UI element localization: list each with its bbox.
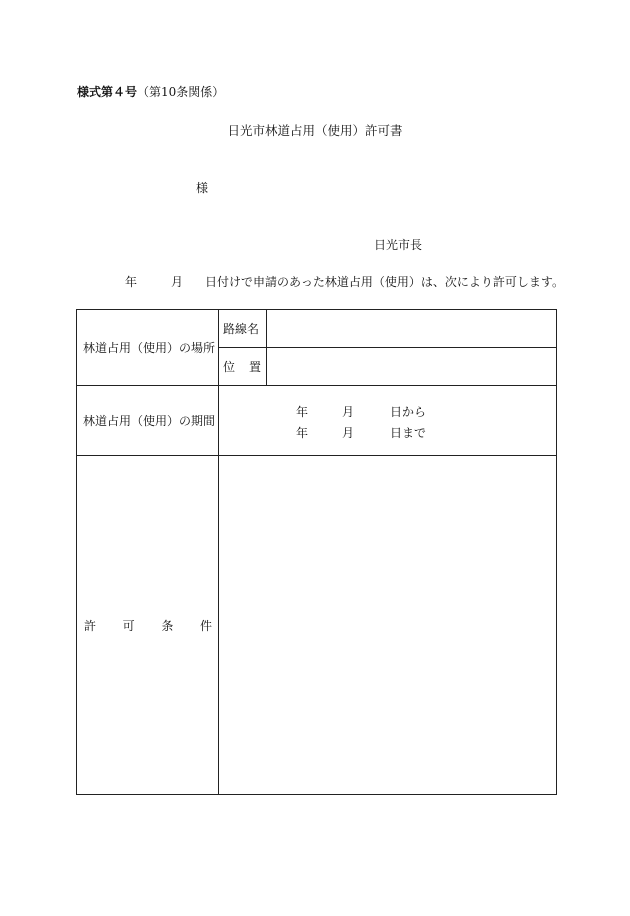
- statement-text: 日付けで申請のあった林道占用（使用）は、次により許可します。: [205, 275, 564, 289]
- period-label-cell: [83, 386, 217, 455]
- recipient-suffix: 様: [196, 181, 209, 195]
- period-values[interactable]: [296, 402, 426, 444]
- document-title: 日光市林道占用（使用）許可書: [227, 123, 403, 138]
- location-label: 位 置: [223, 360, 261, 374]
- place-label: 林道占用（使用）の場所: [83, 341, 216, 355]
- form-number-prefix: 様式第４号: [77, 85, 138, 99]
- table-border-right: [556, 309, 557, 795]
- route-name-label-cell: [223, 310, 266, 347]
- route-name-label: 路線名: [223, 322, 260, 336]
- table-border-left: [76, 309, 77, 795]
- table-border-bottom: [76, 794, 557, 795]
- period-label: 林道占用（使用）の期間: [83, 414, 216, 428]
- place-label-cell: [83, 310, 217, 385]
- statement-month: 月: [171, 275, 184, 289]
- issuer-name: 日光市長: [374, 238, 423, 252]
- permission-statement: [125, 273, 564, 290]
- conditions-label-cell: [84, 456, 214, 794]
- route-name-field[interactable]: [267, 310, 556, 347]
- location-field[interactable]: [267, 348, 556, 385]
- form-number: [77, 83, 224, 100]
- period-from: 年 月 日から: [296, 405, 427, 419]
- form-number-note: （第10条関係）: [137, 85, 225, 99]
- conditions-field[interactable]: [219, 456, 556, 794]
- location-label-cell: [223, 348, 263, 385]
- period-to: 年 月 日まで: [296, 426, 427, 440]
- conditions-label: 許 可 条 件: [84, 618, 212, 633]
- statement-year: 年: [125, 275, 138, 289]
